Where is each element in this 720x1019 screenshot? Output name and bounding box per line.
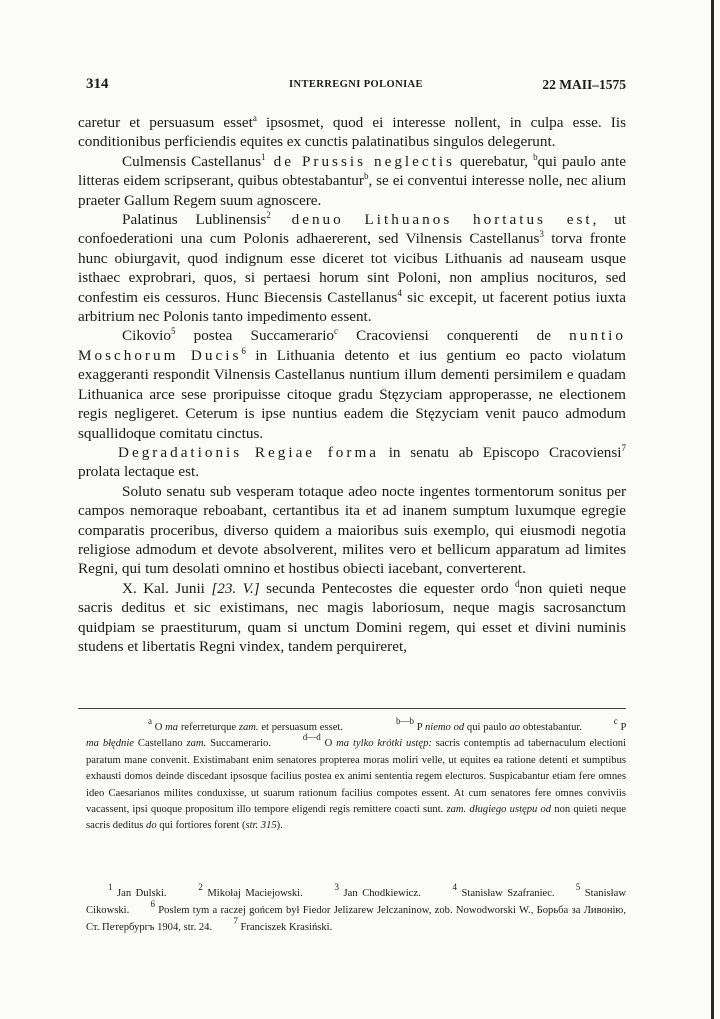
text-run: Succamerario. (206, 738, 271, 750)
text-run: in senatu ab Episcopo Cracoviensi (379, 443, 622, 461)
text-run: torva fronte hunc obiurgavit, quod indignum esse diceret tot vicibus Lithuanis ad nauseam usque isthaec exprobrari, quos, si pertaesi horum sint Poloni, non amplius nocituros, sed confestim eis cessuros. Hunc Biecensis Castellanus (78, 230, 626, 306)
footnote-list (86, 882, 626, 937)
italic-run: ma błędnie (86, 738, 135, 750)
paragraph-7 (78, 579, 626, 657)
italic-run: ao (509, 722, 521, 733)
footnote-mark: 6 (241, 345, 246, 356)
italic-run: do (146, 820, 157, 832)
footnote-mark: 3 (334, 882, 340, 892)
text-run: non quieti neque sacris deditus (86, 804, 626, 832)
italic-date: [23. V.] (211, 579, 260, 597)
text-run: Cikovio (122, 327, 171, 345)
footnotes (86, 882, 626, 937)
text-run: P (617, 722, 626, 733)
footnote-mark: 3 (539, 229, 544, 240)
text-run: caretur et persuasum esset (78, 114, 253, 131)
paragraph-1 (78, 113, 626, 152)
apparatus-mark: a (252, 113, 257, 123)
page-edge-rule (711, 0, 714, 1019)
critical-apparatus (86, 716, 626, 835)
footnote-mark: 4 (452, 882, 458, 892)
text-run: Cracoviensi conquerenti de (338, 327, 570, 345)
text-run: sic excepit, ut facerent potius iuxta arbitrium nec Polonis tanto impedimento essent. (78, 288, 626, 326)
footnote-mark: 7 (621, 442, 626, 453)
apparatus-mark: b (363, 171, 369, 182)
italic-run: str. 315 (245, 820, 277, 832)
text-run: ipsosmet, quod ei interesse nollent, in culpa esse. Iis conditionibus perficiendis equites ex cunctis palatinatibus singulos delegerunt. (78, 114, 626, 151)
main-text (78, 113, 626, 656)
apparatus-mark: b—b (395, 716, 414, 726)
footnote-mark: 7 (233, 916, 238, 927)
apparatus-mark: a (148, 716, 152, 726)
footnote-mark: 1 (261, 151, 266, 162)
text-run: , se ei conventui interesse nolle, nec alium praeter Gallum Regem suum agnoscere. (78, 172, 627, 209)
italic-run: zam. (186, 738, 207, 750)
text-run: P (413, 722, 425, 733)
text-run: Palatinus Lublinensis (122, 211, 267, 229)
text-run: querebatur, (454, 152, 534, 170)
text-run: ). (276, 820, 283, 832)
spaced-text: de Prussis neglectis (265, 152, 455, 170)
italic-run: zam. (238, 722, 259, 733)
italic-run: zam. długiego ustępu od (446, 804, 552, 816)
text-run: in Lithuania detento et ius gentium eo pacto violatum exaggeranti respondit Vilnensis Castellanus nuntium illum dementi persimilem e quadam Lithuanica arce sese proripuisse citoque gradu Stęzyciam approperasse, ne electionem regis negligeret. Ceterum is ipse nuntius eadem die Stęzyciam venit pauco admodum squallidoque comitatu cinctus. (78, 346, 626, 442)
footnote-2: Mikołaj Maciejowski. (202, 888, 303, 899)
text-run: sacris contemptis ad tabernaculum electioni paratum mane convenit. Existimabant enim senatores propterea moras moliri velle, ut equites ea ratione detenti et sumptibus exhausti domos deinde discedant ipsosque facilius postea ex animi sententia regem electuros. Suspicabantur etiam fere omnes ideo Caesarianos milites conduxisse, ut suarum rationum facilius compotes essent. At cum senatores fere omnes conviviis vacassent, ipsi quoque propositum illo tempore eligendi regis remittere coacti sunt. (86, 738, 626, 816)
text-run: X. Kal. Junii (122, 579, 212, 597)
text-run: prolata lectaque est. (78, 463, 200, 481)
footnote-mark: 1 (108, 882, 113, 892)
footnote-mark: 2 (266, 210, 271, 221)
running-header (86, 76, 626, 96)
apparatus-mark: d (515, 578, 520, 589)
text-run: non quieti neque sacris deditus et sic existimans, nec magis laboriosum, neque magis sacrosanctum quidpiam se praestiturum, quam si unctum Domini regem, qui esset et divini numinis studens et libertatis Regni vindex, tandem perquireret, (78, 579, 627, 655)
footnote-mark: 4 (397, 287, 402, 298)
text-run: obtestabantur. (520, 722, 582, 733)
apparatus-mark: d—d (302, 732, 321, 743)
footnote-mark: 5 (575, 882, 581, 892)
spaced-text: nuntio Moschorum Ducis (78, 327, 626, 364)
footnote-mark: 2 (198, 882, 203, 892)
text-run: qui paulo ante litteras eidem scripserant, quibus obtestabantur (78, 152, 626, 190)
footnote-divider (78, 708, 626, 709)
text-run: referreturque (178, 722, 239, 733)
paragraph-3 (78, 210, 626, 326)
apparatus-mark: c (334, 326, 339, 337)
paragraph-2 (78, 152, 626, 210)
text-run: Castellano (134, 738, 187, 750)
italic-run: ma tylko krótki ustęp: (336, 738, 432, 750)
footnote-mark: 5 (170, 326, 176, 337)
italic-run: niemo od (424, 722, 465, 733)
text-run: O (152, 722, 166, 733)
text-run: Culmensis Castellanus (122, 152, 262, 170)
paragraph-4 (78, 326, 626, 442)
footnote-mark: 6 (150, 899, 155, 910)
spaced-text: denuo Lithuanos hortatus est (270, 211, 593, 229)
footnote-6: Poslem tym a raczej gońcem był Fiedor Jelizarew Jelczaninow, zob. Nowodworski W., Борьба за Ливонію, Ст. Петербургъ 1904, str. 24. (86, 905, 626, 934)
apparatus-mark: b (533, 151, 538, 162)
footnote-3: Jan Chodkiewicz. (339, 888, 421, 899)
text-run: qui paulo (464, 722, 510, 733)
page-number: 314 (86, 76, 109, 92)
text-run: O (320, 738, 337, 750)
text-run: secunda Pentecostes die equester ordo (259, 579, 516, 597)
footnote-7: Franciszek Krasiński. (237, 922, 333, 934)
footnote-1: Jan Dulski. (112, 888, 167, 899)
text-run: qui fortiores forent ( (156, 820, 246, 832)
paragraph-5 (78, 443, 626, 482)
italic-run: ma (165, 722, 179, 733)
running-title: INTERREGNI POLONIAE (289, 79, 423, 90)
footnote-5: Stanisław Cikowski. (86, 888, 626, 917)
header-date: 22 MAII–1575 (542, 77, 626, 92)
text-run: et persuasum esset. (258, 722, 343, 733)
apparatus-mark: c (613, 716, 618, 726)
text-run: postea Succamerario (175, 327, 335, 345)
spaced-text: Degradationis Regiae forma (118, 443, 380, 461)
paragraph-6: Soluto senatu sub vesperam totaque adeo nocte ingentes tormentorum sonitus per campos nemoraque reboabant, certantibus ita et ad inanem sumptum luxumque egregie comparatis proceribus, diverso quidem a maioribus suis exemplo, qui eiusmodi negotia religiose admodum et devote absolverent, milites vero et bellicum apparatum ad limites Regni, qui tum desolati omnino et hostibus obiecti iacebant, converterent. (78, 482, 626, 578)
apparatus-notes (86, 716, 626, 835)
footnote-4: Stanisław Szafraniec. (457, 888, 555, 899)
text-run: , ut confoederationi una cum Polonis adhaererent, sed Vilnensis Castellanus (78, 211, 626, 248)
